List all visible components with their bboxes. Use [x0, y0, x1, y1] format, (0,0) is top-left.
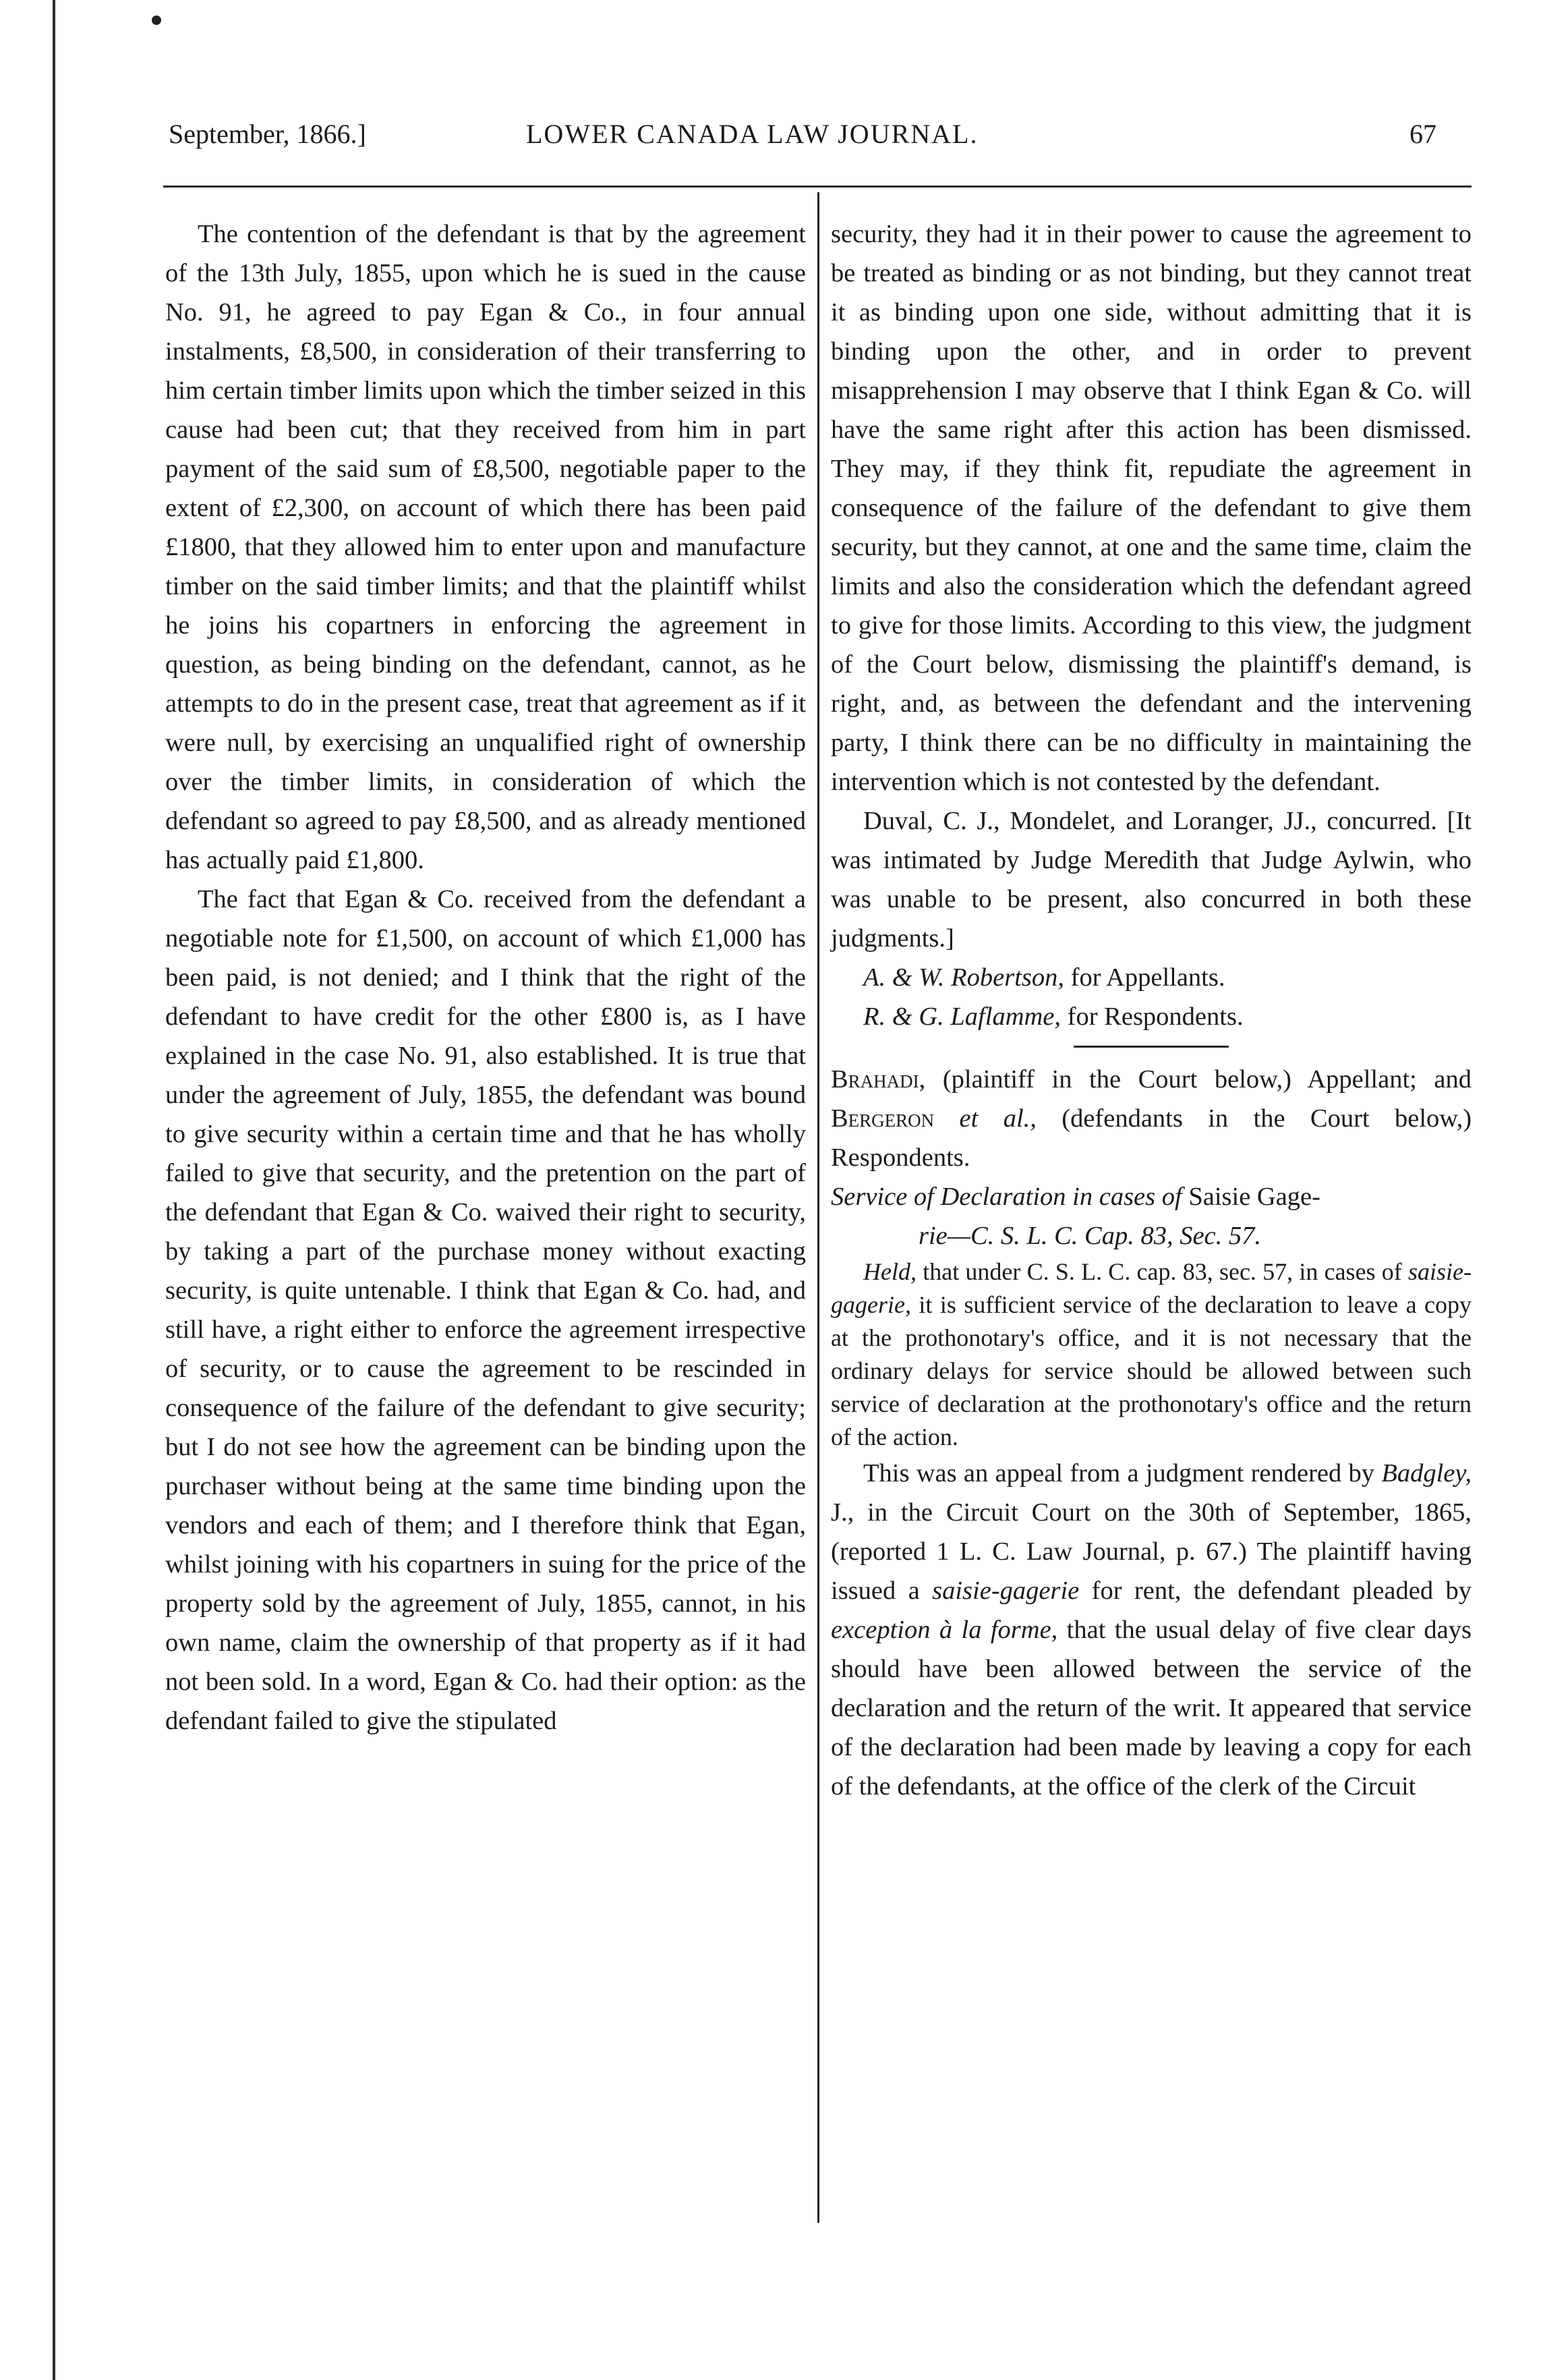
- counsel-respondents-name: R. & G. Laflamme,: [863, 1002, 1062, 1031]
- section-rule: [1074, 1046, 1229, 1048]
- appeal-text-3: for rent, the defendant pleaded by: [1079, 1577, 1472, 1605]
- counsel-appellants-role: for Appellants.: [1064, 963, 1225, 992]
- case-respondent: Bergeron: [831, 1104, 935, 1133]
- headnote: [831, 1255, 1472, 1454]
- journal-title: LOWER CANADA LAW JOURNAL.: [526, 119, 979, 149]
- held-text-1: that under C. S. L. C. cap. 83, sec. 57, in cases of: [916, 1258, 1408, 1285]
- service-title-cont: rie—C. S. L. C. Cap. 83, Sec. 57.: [919, 1222, 1262, 1250]
- right-column: [831, 215, 1472, 1806]
- page-header: [169, 118, 1450, 165]
- column-divider: [817, 192, 819, 2223]
- case-middle: (plaintiff in the Court below,) Appellant; and: [925, 1065, 1472, 1094]
- paragraph-continuation: security, they had it in their power to cause the agreement to be treated as binding or as not binding, but they cannot treat it as binding upon one side, without admitting that it is binding upon the other, and in order to prevent misapprehension I may observe that I think Egan & Co. will have the same right after this action has been dismissed. They may, if they think fit, repudiate the agreement in consequence of the failure of the defendant to give them security, but they cannot, at one and the same time, claim the limits and also the consideration which the defendant agreed to give for those limits. According to this view, the judgment of the Court below, dismissing the plaintiff's demand, is right, and, as between the defendant and the intervening party, I think there can be no difficulty in maintaining the intervention which is not contested by the defendant.: [831, 220, 1472, 796]
- paragraph-concurrence: Duval, C. J., Mondelet, and Loranger, JJ., concurred. [It was intimated by Judge Meredith that Judge Aylwin, who was unable to be present, also concurred in both these judgments.]: [831, 807, 1472, 953]
- appeal-text-4: that the usual delay of five clear days should have been allowed between the service of the declaration and the return of the writ. It appeared that service of the declaration had been made by leaving a copy for each of the defendants, at the office of the clerk of the Circuit: [831, 1616, 1472, 1801]
- paragraph-appeal: [831, 1454, 1472, 1806]
- appeal-text-2: J., in the Circuit Court on the 30th of September, 1865, (reported 1 L. C. Law Journal, p. 67.) The plaintiff having issued a: [831, 1498, 1472, 1605]
- appeal-text-1: This was an appeal from a judgment rendered by: [863, 1459, 1382, 1488]
- service-title: [831, 1177, 1472, 1255]
- counsel-respondents-role: for Respondents.: [1061, 1002, 1244, 1031]
- service-title-roman: Saisie Gage-: [1188, 1183, 1320, 1211]
- left-column: [165, 215, 806, 1740]
- held-text-2: it is sufficient service of the declaration to leave a copy at the prothonotary's office, and it is not necessary that the ordinary delays for service should be allowed between such service of declaration at the prothonotary's office and the return of the action.: [831, 1291, 1472, 1450]
- counsel-appellants-name: A. & W. Robertson,: [863, 963, 1065, 992]
- appeal-italic-2: exception à la forme,: [831, 1616, 1058, 1644]
- case-appellant: Brahadi,: [831, 1065, 926, 1094]
- header-rule: [163, 186, 1472, 188]
- paragraph-contention: The contention of the defendant is that by the agreement of the 13th July, 1855, upon which he is sued in the cause No. 91, he agreed to pay Egan & Co., in four annual instalments, £8,500, in consideration of their transferring to him certain timber limits upon which the timber seized in this cause had been cut; that they received from him in part payment of the said sum of £8,500, negotiable paper to the extent of £2,300, on account of which there has been paid £1800, that they allowed him to enter upon and manufacture timber on the said timber limits; and that the plaintiff whilst he joins his copartners in enforcing the agreement in question, as being binding on the defendant, cannot, as he attempts to do in the present case, treat that agreement as if it were null, by exercising an unqualified right of ownership over the timber limits, in consideration of which the defendant so agreed to pay £8,500, and as already mentioned has actually paid £1,800.: [165, 220, 806, 874]
- held-italic: saisie-gagerie,: [831, 1258, 1472, 1318]
- held-label: Held,: [863, 1258, 917, 1285]
- page-number: 67: [1409, 119, 1436, 149]
- appeal-italic-1: saisie-gagerie: [932, 1577, 1080, 1605]
- paragraph-fact: The fact that Egan & Co. received from the defendant a negotiable note for £1,500, on account of which £1,000 has been paid, is not denied; and I think that the right of the defendant to have credit for the other £800 is, as I have explained in the case No. 91, also established. It is true that under the agreement of July, 1855, the defendant was bound to give security within a certain time and that he has wholly failed to give that security, and the pretention on the part of the defendant that Egan & Co. waived their right to security, by taking a part of the purchase money without exacting security, is quite untenable. I think that Egan & Co. had, and still have, a right either to enforce the agreement irrespective of security, or to cause the agreement to be rescinded in consequence of the failure of the defendant to give security; but I do not see how the agreement can be binding upon the purchaser without being at the same time binding upon the vendors and each of them; and I therefore think that Egan, whilst joining with his copartners in suing for the price of the property sold by the agreement of July, 1855, cannot, in his own name, claim the ownership of that property as if it had not been sold. In a word, Egan & Co. had their option: as the defendant failed to give the stipulated: [165, 885, 806, 1735]
- counsel-respondents: [831, 997, 1472, 1036]
- appeal-judge: Badgley,: [1381, 1459, 1472, 1488]
- page-binding-line: [53, 0, 55, 2380]
- header-date: September, 1866.]: [169, 119, 366, 149]
- service-title-italic: Service of Declaration in cases of: [831, 1183, 1189, 1211]
- ink-dot: [152, 16, 161, 25]
- counsel-appellants: [831, 958, 1472, 997]
- case-caption: [831, 1060, 1472, 1177]
- case-end: (defendants in the Court below,) Respondents.: [831, 1104, 1472, 1172]
- case-etal: et al.,: [934, 1104, 1037, 1133]
